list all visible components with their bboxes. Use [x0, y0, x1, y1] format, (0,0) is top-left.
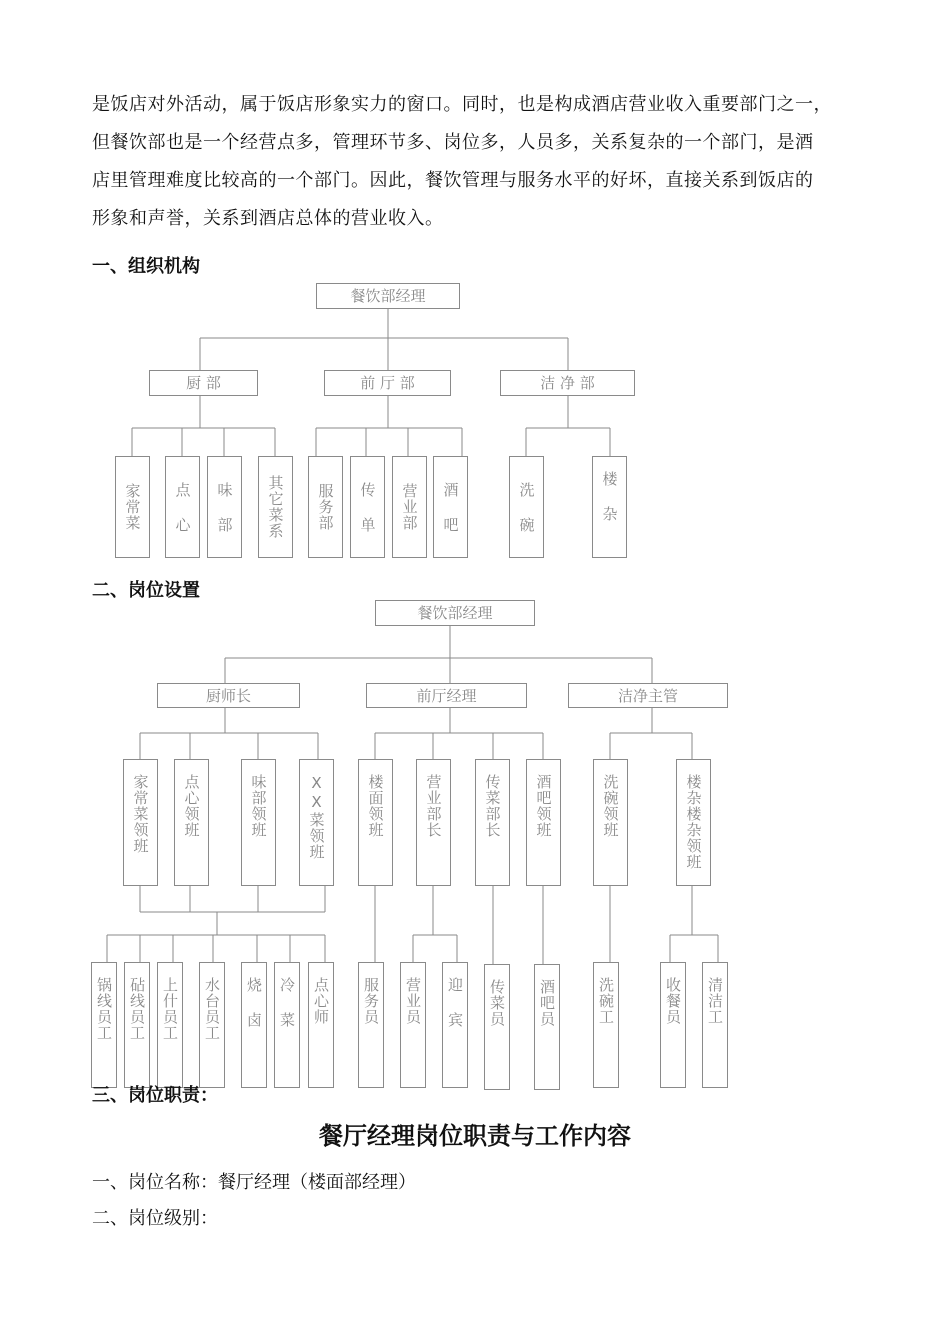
- posts-staff-box: 收餐员: [660, 962, 686, 1088]
- posts-staff-box: 水台员工: [199, 962, 225, 1088]
- item-post-name: 一、岗位名称：餐厅经理（楼面部经理）: [92, 1172, 416, 1193]
- posts-lead-box: 洗碗领班: [593, 759, 628, 886]
- org-leaf: 点 心: [165, 456, 200, 558]
- posts-lead-box: 味部领班: [241, 759, 276, 886]
- posts-staff-box: 服务员: [358, 962, 384, 1088]
- posts-staff-box: 清洁工: [702, 962, 728, 1088]
- posts-manager-box: 厨师长: [157, 683, 300, 708]
- posts-staff-box: 砧线员工: [124, 962, 150, 1088]
- intro-line: 但餐饮部也是一个经营点多，管理环节多、岗位多，人员多，关系复杂的一个部门，是酒: [92, 132, 814, 153]
- section-heading-duties: 三、岗位职责：: [92, 1085, 218, 1106]
- section-heading-posts: 二、岗位设置: [92, 580, 200, 601]
- posts-root-box: 餐饮部经理: [375, 600, 535, 626]
- org-leaf: 营业部: [392, 456, 427, 558]
- org-leaf: 家常菜: [115, 456, 150, 558]
- posts-staff-box: 上什员工: [157, 962, 183, 1088]
- posts-lead-box: 楼面领班: [358, 759, 393, 886]
- posts-staff-box: 冷 菜: [274, 962, 300, 1088]
- org-leaf: 味 部: [207, 456, 242, 558]
- posts-manager-box: 洁净主管: [568, 683, 728, 708]
- org-leaf: 酒 吧: [433, 456, 468, 558]
- org-dept-cleaning: 洁 净 部: [500, 370, 635, 396]
- posts-staff-box: 烧 卤: [241, 962, 267, 1088]
- org-root-box: 餐饮部经理: [316, 283, 460, 309]
- posts-staff-box: 点心师: [308, 962, 334, 1088]
- posts-staff-box: 酒吧员: [534, 964, 560, 1090]
- posts-staff-box: 洗碗工: [593, 962, 619, 1088]
- item-post-level: 二、岗位级别：: [92, 1208, 218, 1229]
- org-leaf: 楼 杂: [592, 456, 627, 558]
- posts-manager-box: 前厅经理: [366, 683, 527, 708]
- org-leaf: 传 单: [350, 456, 385, 558]
- org-leaf: 洗 碗: [509, 456, 544, 558]
- posts-staff-box: 锅线员工: [91, 962, 117, 1088]
- posts-lead-box: 传菜部长: [475, 759, 510, 886]
- posts-staff-box: 迎 宾: [442, 962, 468, 1088]
- posts-lead-box: XX菜领班: [299, 759, 334, 886]
- posts-staff-box: 传菜员: [484, 964, 510, 1090]
- posts-lead-box: 点心领班: [174, 759, 209, 886]
- org-dept-front: 前 厅 部: [324, 370, 451, 396]
- intro-line: 是饭店对外活动，属于饭店形象实力的窗口。同时，也是构成酒店营业收入重要部门之一，: [92, 94, 832, 115]
- org-leaf: 其它菜系: [258, 456, 293, 558]
- intro-line: 形象和声誉，关系到酒店总体的营业收入。: [92, 208, 444, 229]
- org-dept-kitchen: 厨 部: [149, 370, 258, 396]
- posts-lead-box: 酒吧领班: [526, 759, 561, 886]
- posts-staff-box: 营业员: [400, 962, 426, 1088]
- doc-title: 餐厅经理岗位职责与工作内容: [319, 1122, 631, 1150]
- posts-lead-box: 楼杂楼杂领班: [676, 759, 711, 886]
- posts-lead-box: 营业部长: [416, 759, 451, 886]
- org-leaf: 服务部: [308, 456, 343, 558]
- posts-lead-box: 家常菜领班: [123, 759, 158, 886]
- intro-line: 店里管理难度比较高的一个部门。因此，餐饮管理与服务水平的好坏，直接关系到饭店的: [92, 170, 814, 191]
- section-heading-org: 一、组织机构: [92, 256, 200, 277]
